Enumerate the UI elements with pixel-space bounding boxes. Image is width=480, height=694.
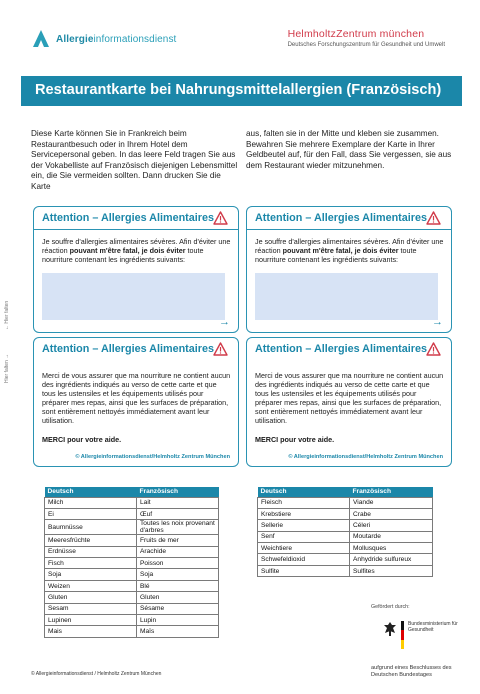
card-copyright: © Allergieinformationsdienst/Helmholtz Zentrum München: [75, 454, 230, 460]
table-cell: Crabe: [350, 508, 433, 519]
table-row: [45, 569, 219, 580]
table-cell: Fisch: [45, 558, 137, 569]
warning-icon: [426, 342, 441, 356]
intro-text-left: Diese Karte können Sie in Frankreich beim Restaurantbesuch oder in Ihrem Hotel dem Servicepersonal geben. In das leere Feld tragen Sie aus der Vokabelliste auf Französisch diejenigen Lebensmittel ein, die Sie vermeiden sollten. Dann drucken Sie die Karte: [31, 129, 238, 191]
table-cell: Senf: [258, 531, 350, 542]
table-row: [258, 520, 433, 531]
card-copyright: © Allergieinformationsdienst/Helmholtz Zentrum München: [288, 454, 443, 460]
arrow-right-icon: →: [219, 316, 230, 328]
table-header-row: [258, 487, 433, 497]
table-row: [45, 497, 219, 508]
helmholtz-logo[interactable]: [288, 28, 445, 48]
card-text: Je souffre d'allergies alimentaires sévères. Afin d'éviter une réaction pouvant m'être fatal, je dois éviter toute nourriture contenant les ingrédients suivants:: [42, 237, 231, 265]
vocabulary-table-1: [44, 487, 219, 638]
helmholtz-subtitle: Deutsches Forschungszentrum für Gesundheit und Umwelt: [287, 42, 445, 48]
table-row: [258, 508, 433, 519]
logo-text-part1: Allergie: [56, 33, 94, 45]
column-header: Französisch: [350, 487, 433, 497]
allergen-entry-field[interactable]: [255, 273, 438, 320]
table-cell: Soja: [45, 569, 137, 580]
table-row: [258, 554, 433, 565]
table-cell: Gluten: [137, 592, 219, 603]
table-cell: Poisson: [137, 558, 219, 569]
allergen-entry-field[interactable]: [42, 273, 225, 320]
divider: [34, 229, 238, 230]
table-cell: Toutes les noix provenant d'arbres: [137, 520, 219, 535]
table-cell: Meeresfrüchte: [45, 535, 137, 546]
column-header: Deutsch: [45, 487, 137, 497]
table-cell: Soja: [137, 569, 219, 580]
table-row: [45, 520, 219, 535]
table-row: [45, 508, 219, 519]
table-cell: Sésame: [137, 603, 219, 614]
table-cell: Mais: [45, 626, 137, 637]
table-cell: Maïs: [137, 626, 219, 637]
helmholtz-name: HelmholtzZentrum münchen: [287, 28, 425, 40]
logo-text-part2: informationsdienst: [93, 33, 177, 45]
table-cell: Ei: [45, 508, 137, 519]
vocabulary-table-2: [257, 487, 433, 577]
fold-label-top: ← Hier falten: [4, 300, 10, 330]
table-cell: Weichtiere: [258, 543, 350, 554]
table-cell: Milch: [45, 497, 137, 508]
table-row: [45, 546, 219, 557]
table-cell: Sulfites: [350, 565, 433, 576]
card-title: Attention – Allergies Alimentaires: [255, 343, 427, 355]
table-cell: Fruits de mer: [137, 535, 219, 546]
fold-label-bottom: Hier falten →: [4, 353, 10, 383]
card-front-1: [33, 206, 239, 333]
table-cell: Fleisch: [258, 497, 350, 508]
table-row: [45, 558, 219, 569]
thank-you-text: MERCI pour votre aide.: [42, 435, 122, 444]
table-cell: Anhydride sulfureux: [350, 554, 433, 565]
table-cell: Lupin: [137, 615, 219, 626]
funded-by-label: Gefördert durch:: [371, 604, 410, 610]
table-row: [45, 580, 219, 591]
card-back-1: [33, 337, 239, 467]
card-title: Attention – Allergies Alimentaires: [255, 212, 427, 224]
table-cell: Schwefeldioxid: [258, 554, 350, 565]
table-row: [258, 531, 433, 542]
warning-icon: [213, 211, 228, 225]
table-cell: Erdnüsse: [45, 546, 137, 557]
page-header: [0, 0, 480, 68]
page-title: Restaurantkarte bei Nahrungsmittelallergien (Französisch): [35, 82, 442, 98]
table-cell: Gluten: [45, 592, 137, 603]
table-cell: Mollusques: [350, 543, 433, 554]
table-row: [45, 603, 219, 614]
title-bar: [21, 76, 462, 106]
table-cell: Viande: [350, 497, 433, 508]
card-text: Merci de vous assurer que ma nourriture ne contient aucun des ingrédients indiqués au verso de cette carte et que tous les ustensiles et les équipements utilisés pour préparer mes repas, ainsi que les surfaces de préparation, sont entièrement nettoyés immédiatement avant leur utilisation.: [42, 371, 231, 426]
card-front-2: [246, 206, 452, 333]
card-title: Attention – Allergies Alimentaires: [42, 343, 214, 355]
table-row: [45, 535, 219, 546]
table-cell: Sulfite: [258, 565, 350, 576]
footer-copyright: © Allergieinformationsdienst / Helmholtz Zentrum München: [31, 671, 162, 677]
table-cell: Moutarde: [350, 531, 433, 542]
allergieinformationsdienst-logo[interactable]: [30, 28, 176, 50]
intro-text-right: aus, falten sie in der Mitte und kleben sie zusammen. Bewahren Sie mehrere Exemplare der Karte in Ihrer Geldbeutel auf, für den Fall, dass Sie vergessen, sie aus dem Restaurant wieder mitzunehmen.: [246, 129, 452, 170]
ministry-logo[interactable]: [383, 621, 468, 649]
card-back-2: [246, 337, 452, 467]
ministry-name: Bundesministerium für Gesundheit: [408, 621, 458, 633]
table-cell: Céleri: [350, 520, 433, 531]
table-cell: Sellerie: [258, 520, 350, 531]
warning-icon: [213, 342, 228, 356]
table-row: [45, 615, 219, 626]
table-cell: Œuf: [137, 508, 219, 519]
card-title: Attention – Allergies Alimentaires: [42, 212, 214, 224]
thank-you-text: MERCI pour votre aide.: [255, 435, 335, 444]
federal-eagle-icon: [383, 621, 397, 637]
table-cell: Lupinen: [45, 615, 137, 626]
table-header-row: [45, 487, 219, 497]
table-cell: Sesam: [45, 603, 137, 614]
table-cell: Baumnüsse: [45, 520, 137, 535]
column-header: Französisch: [137, 487, 219, 497]
table-row: [45, 592, 219, 603]
table-row: [258, 497, 433, 508]
column-header: Deutsch: [258, 487, 350, 497]
card-text: Je souffre d'allergies alimentaires sévères. Afin d'éviter une réaction pouvant m'être fatal, je dois éviter toute nourriture contenant les ingrédients suivants:: [255, 237, 444, 265]
arrow-right-icon: →: [432, 316, 443, 328]
warning-icon: [426, 211, 441, 225]
card-text: Merci de vous assurer que ma nourriture ne contient aucun des ingrédients indiqués au verso de cette carte et que tous les ustensiles et les équipements utilisés pour préparer mes repas, ainsi que les surfaces de préparation, sont entièrement nettoyés immédiatement avant leur utilisation.: [255, 371, 444, 426]
allergy-logo-icon: [30, 28, 52, 50]
table-cell: Krebstiere: [258, 508, 350, 519]
german-flag-icon: [401, 621, 404, 649]
table-cell: Arachide: [137, 546, 219, 557]
table-row: [258, 543, 433, 554]
divider: [247, 229, 451, 230]
table-row: [258, 565, 433, 576]
table-cell: Weizen: [45, 580, 137, 591]
table-cell: Lait: [137, 497, 219, 508]
bundestag-note: aufgrund eines Beschlusses des Deutschen Bundestages: [371, 665, 452, 678]
table-row: [45, 626, 219, 637]
table-cell: Blé: [137, 580, 219, 591]
